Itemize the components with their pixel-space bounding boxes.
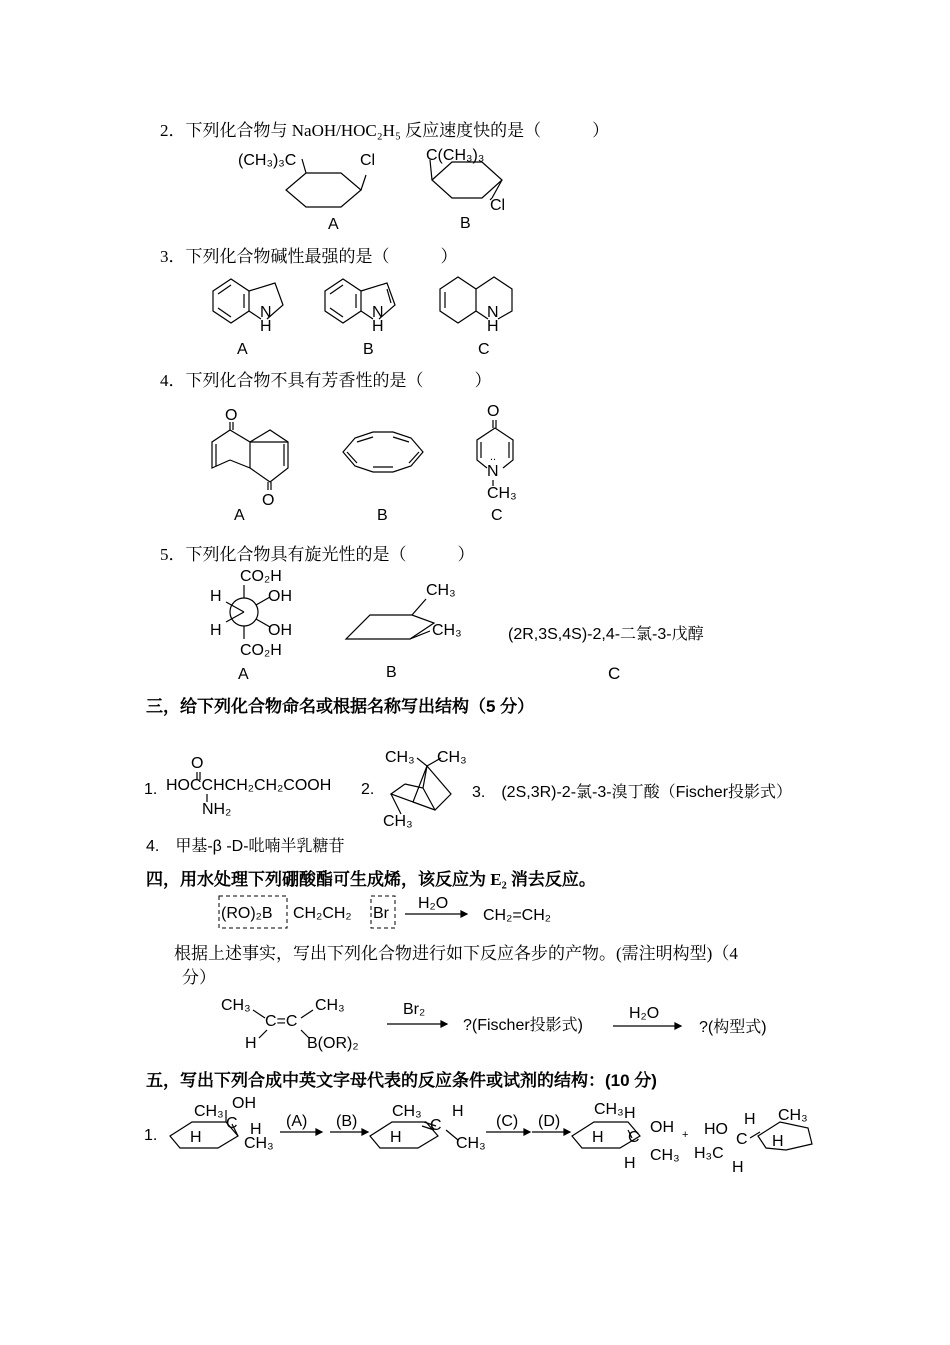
svg-text:CH₂CH₂: CH₂CH₂ bbox=[293, 905, 352, 922]
q2-label-b: B bbox=[460, 215, 471, 232]
svg-text:Br₂: Br₂ bbox=[403, 1001, 426, 1018]
svg-text:C: C bbox=[226, 1115, 238, 1132]
q2-label-a: A bbox=[328, 216, 339, 233]
svg-text:N: N bbox=[372, 304, 384, 321]
q2-compound-a bbox=[236, 145, 436, 235]
svg-text:2.: 2. bbox=[361, 781, 375, 798]
svg-text:CH₃: CH₃ bbox=[383, 813, 413, 830]
svg-text:C: C bbox=[628, 1129, 640, 1146]
svg-text:N: N bbox=[487, 463, 499, 480]
q5b-ring bbox=[346, 615, 434, 639]
question-4: 4．下列化合物不具有芳香性的是（ ） bbox=[160, 371, 492, 390]
svg-text:(A): (A) bbox=[286, 1113, 308, 1130]
svg-text:OH: OH bbox=[232, 1095, 256, 1112]
q5-compound-b bbox=[340, 575, 490, 685]
section4-heading: 四，用水处理下列硼酸酯可生成烯，该反应为 E₂ 消去反应。 bbox=[146, 870, 596, 889]
svg-text:O: O bbox=[487, 403, 500, 420]
q3-label-b: B bbox=[363, 341, 374, 358]
q2a-sub2: Cl bbox=[360, 152, 376, 169]
svg-text:..: .. bbox=[490, 451, 497, 463]
svg-text:H: H bbox=[250, 1121, 262, 1138]
svg-text:H: H bbox=[210, 588, 222, 605]
svg-text:H: H bbox=[390, 1129, 402, 1146]
svg-text:+: + bbox=[682, 1129, 689, 1141]
q2b-ring bbox=[432, 162, 502, 198]
s4-reaction2 bbox=[215, 990, 795, 1060]
svg-text:CH₃: CH₃ bbox=[650, 1147, 680, 1164]
svg-text:HO: HO bbox=[704, 1121, 728, 1138]
svg-text:CH₃: CH₃ bbox=[392, 1103, 422, 1120]
svg-text:CH₃: CH₃ bbox=[594, 1101, 624, 1118]
s3-item4: 4. 甲基-β -D-吡喃半乳糖苷 bbox=[146, 838, 345, 855]
svg-text:CH₃: CH₃ bbox=[385, 749, 415, 766]
q3-compound-c bbox=[432, 265, 542, 360]
svg-text:H₂O: H₂O bbox=[629, 1005, 660, 1022]
svg-text:O: O bbox=[262, 492, 275, 509]
q5-label-c: C bbox=[608, 664, 621, 683]
svg-text:CH₃: CH₃ bbox=[244, 1135, 274, 1152]
svg-text:H₂O: H₂O bbox=[418, 895, 449, 912]
svg-text:NH₂: NH₂ bbox=[202, 801, 232, 818]
section5-heading: 五，写出下列合成中英文字母代表的反应条件或试剂的结构：(10 分) bbox=[146, 1071, 657, 1090]
q4-label-b: B bbox=[377, 507, 388, 524]
svg-text:CO₂H: CO₂H bbox=[240, 568, 282, 585]
svg-text:H: H bbox=[624, 1105, 636, 1122]
svg-text:CH₃: CH₃ bbox=[426, 582, 456, 599]
svg-text:HOCCHCH₂CH₂COOH: HOCCHCH₂CH₂COOH bbox=[166, 777, 332, 794]
svg-text:1.: 1. bbox=[144, 781, 158, 798]
q4-label-a: A bbox=[234, 507, 245, 524]
svg-text:N: N bbox=[260, 304, 272, 321]
svg-text:(B): (B) bbox=[336, 1113, 358, 1130]
section3-heading: 三，给下列化合物命名或根据名称写出结构（5 分） bbox=[146, 697, 535, 716]
svg-text:C: C bbox=[430, 1117, 442, 1134]
svg-text:?(Fischer投影式): ?(Fischer投影式) bbox=[463, 1017, 584, 1034]
q4-label-c: C bbox=[491, 507, 503, 524]
svg-text:CH₃: CH₃ bbox=[456, 1135, 486, 1152]
q4-compound-b bbox=[335, 420, 435, 525]
q2b-sub2: Cl bbox=[490, 197, 506, 214]
question-5: 5．下列化合物具有旋光性的是（ ） bbox=[160, 545, 475, 564]
svg-text:CH₃: CH₃ bbox=[221, 997, 251, 1014]
question-2: 2．下列化合物与 NaOH/HOC₂H₅ 反应速度快的是（ ） bbox=[160, 121, 610, 140]
s3-item1 bbox=[140, 750, 360, 820]
q5-label-b: B bbox=[386, 664, 397, 681]
svg-text:CH₃: CH₃ bbox=[432, 622, 462, 639]
svg-text:(RO)₂B: (RO)₂B bbox=[221, 905, 273, 922]
q4-compound-c bbox=[465, 398, 545, 528]
s4-reaction1 bbox=[215, 890, 595, 935]
q2-compound-b bbox=[420, 140, 540, 235]
svg-text:H: H bbox=[210, 622, 222, 639]
svg-text:H: H bbox=[190, 1129, 202, 1146]
s4-paragraph: 根据上述事实，写出下列化合物进行如下反应各步的产物。(需注明构型)（4 bbox=[174, 944, 738, 963]
q3-compound-b bbox=[317, 265, 417, 360]
q3-label-a: A bbox=[237, 341, 248, 358]
svg-text:C=C: C=C bbox=[265, 1013, 298, 1030]
svg-text:O: O bbox=[191, 755, 204, 772]
q2b-sub1: C(CH₃)₃ bbox=[426, 147, 485, 164]
q3-label-c: C bbox=[478, 341, 490, 358]
svg-text:H: H bbox=[772, 1133, 784, 1150]
svg-text:O: O bbox=[225, 407, 238, 424]
svg-text:H: H bbox=[624, 1155, 636, 1172]
svg-text:OH: OH bbox=[650, 1119, 674, 1136]
svg-text:CH₂=CH₂: CH₂=CH₂ bbox=[483, 907, 551, 924]
svg-text:CH₃: CH₃ bbox=[487, 485, 517, 502]
q5-compound-a bbox=[200, 565, 320, 685]
svg-text:?(构型式): ?(构型式) bbox=[699, 1019, 767, 1036]
s5-ring-2 bbox=[370, 1122, 438, 1148]
s4-paragraph-2: 分） bbox=[182, 968, 216, 987]
svg-text:Br: Br bbox=[373, 905, 389, 922]
svg-text:1.: 1. bbox=[144, 1127, 158, 1144]
q4b-ring bbox=[343, 432, 423, 472]
svg-text:H: H bbox=[452, 1103, 464, 1120]
q4-compound-a bbox=[200, 402, 300, 527]
svg-text:H: H bbox=[732, 1159, 744, 1176]
svg-text:CH₃: CH₃ bbox=[437, 749, 467, 766]
q5-label-a: A bbox=[238, 666, 249, 683]
svg-text:H: H bbox=[372, 318, 384, 335]
q5-compound-c-name: (2R,3S,4S)-2,4-二氯-3-戊醇 bbox=[508, 626, 704, 643]
q3-compound-a bbox=[205, 265, 305, 360]
svg-text:OH: OH bbox=[268, 588, 292, 605]
svg-text:CH₃: CH₃ bbox=[194, 1103, 224, 1120]
s5-synthesis bbox=[140, 1090, 820, 1180]
svg-text:B(OR)₂: B(OR)₂ bbox=[307, 1035, 359, 1052]
question-3-text: 3．下列化合物碱性最强的是（ ） bbox=[160, 247, 458, 266]
svg-text:(D): (D) bbox=[538, 1113, 561, 1130]
q2a-ring bbox=[286, 173, 361, 207]
q2a-sub1: (CH₃)₃C bbox=[238, 152, 297, 169]
s5-ring-4 bbox=[758, 1122, 812, 1150]
svg-text:CO₂H: CO₂H bbox=[240, 642, 282, 659]
svg-text:H₃C: H₃C bbox=[694, 1145, 724, 1162]
svg-text:H: H bbox=[260, 318, 272, 335]
svg-text:H: H bbox=[245, 1035, 257, 1052]
s3-item3: 3. (2S,3R)-2-氯-3-溴丁酸（Fischer投影式） bbox=[472, 784, 793, 801]
svg-text:CH₃: CH₃ bbox=[315, 997, 345, 1014]
svg-text:OH: OH bbox=[268, 622, 292, 639]
svg-text:H: H bbox=[744, 1111, 756, 1128]
svg-text:(C): (C) bbox=[496, 1113, 519, 1130]
svg-text:CH₃: CH₃ bbox=[778, 1107, 808, 1124]
svg-text:C: C bbox=[736, 1131, 748, 1148]
svg-text:H: H bbox=[487, 318, 499, 335]
svg-text:N: N bbox=[487, 304, 499, 321]
svg-text:H: H bbox=[592, 1129, 604, 1146]
